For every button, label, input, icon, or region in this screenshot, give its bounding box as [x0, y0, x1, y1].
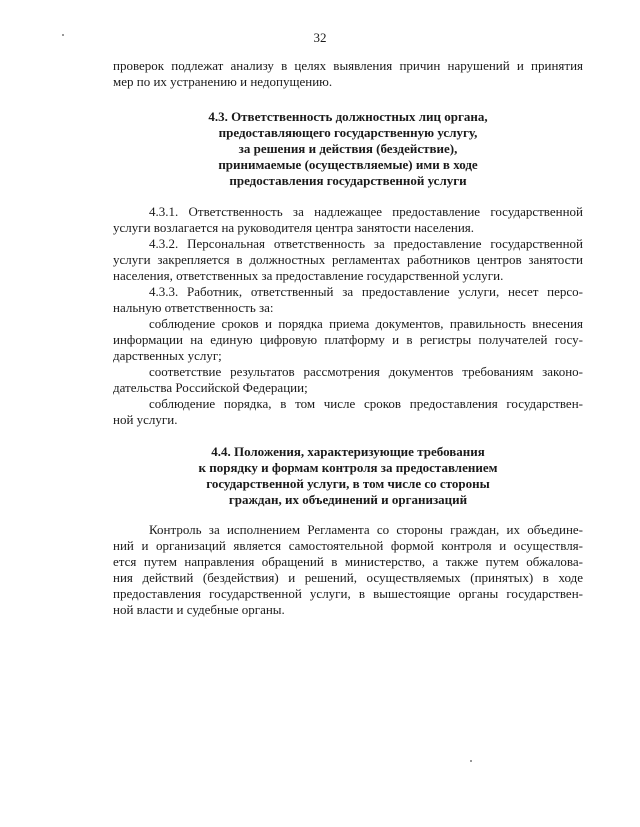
- page-number: 32: [313, 30, 327, 45]
- text-line: соблюдение порядка, в том числе сроков предоставления государствен-: [149, 396, 583, 411]
- heading-line: предоставления государственной услуги: [229, 173, 467, 188]
- text-line: нальную ответственность за:: [113, 300, 274, 315]
- list-item: [113, 316, 583, 364]
- text-line: Контроль за исполнением Регламента со стороны граждан, их объедине-: [149, 522, 583, 537]
- text-line: ется путем направления обращений в министерство, а также путем обжалова-: [113, 554, 583, 569]
- heading-line: к порядку и формам контроля за предоставлением: [198, 460, 498, 475]
- text-line: дательства Российской Федерации;: [113, 380, 308, 395]
- text-line: ной власти и судебные органы.: [113, 602, 285, 617]
- text-line: дарственных услуг;: [113, 348, 222, 363]
- paragraph-4-3-2: [113, 236, 583, 284]
- heading-line: принимаемые (осуществляемые) ими в ходе: [218, 157, 478, 172]
- section-heading-4-3: [113, 109, 583, 189]
- text-line: ния действий (бездействия) и решений, осуществляемых (принятых) в ходе: [113, 570, 583, 585]
- text-line: мер по их устранению и недопущению.: [113, 74, 333, 89]
- text-line: соблюдение сроков и порядка приема документов, правильность внесения: [149, 316, 583, 331]
- section-heading-4-4: [113, 444, 583, 508]
- text-line: 4.3.1. Ответственность за надлежащее предоставление государственной: [149, 204, 583, 219]
- heading-line: граждан, их объединений и организаций: [228, 492, 468, 507]
- heading-line: 4.3. Ответственность должностных лиц органа,: [208, 109, 488, 124]
- text-line: 4.3.2. Персональная ответственность за предоставление государственной: [149, 236, 583, 251]
- text-line: услуги закрепляется в должностных регламентах работников центров занятости: [113, 252, 583, 267]
- section-4-4-body: [113, 522, 583, 618]
- list-item: [113, 364, 583, 396]
- text-line: ной услуги.: [113, 412, 178, 427]
- text-line: ний и организаций является самостоятельной формой контроля и осуществля-: [113, 538, 583, 553]
- text-line: населения, ответственных за предоставление государственной услуги.: [113, 268, 504, 283]
- section-4-3-body: [113, 204, 583, 428]
- text-line: информации на единую цифровую платформу и в регистры получателей госу-: [113, 332, 583, 347]
- intro-paragraph: [113, 58, 583, 90]
- paragraph-4-3-1: [113, 204, 583, 236]
- paragraph-4-3-3: [113, 284, 583, 316]
- heading-line: за решения и действия (бездействие),: [238, 141, 458, 156]
- text-line: соответствие результатов рассмотрения документов требованиям законо-: [149, 364, 583, 379]
- text-line: предоставления государственной услуги, в вышестоящие органы государствен-: [113, 586, 583, 601]
- text-line: услуги возлагается на руководителя центра занятости населения.: [113, 220, 475, 235]
- heading-line: предоставляющего государственную услугу,: [218, 125, 478, 140]
- text-line: 4.3.3. Работник, ответственный за предоставление услуги, несет персо-: [149, 284, 583, 299]
- list-item: [113, 396, 583, 428]
- heading-line: 4.4. Положения, характеризующие требования: [211, 444, 485, 459]
- scan-speck: [470, 760, 472, 762]
- heading-line: государственной услуги, в том числе со стороны: [206, 476, 490, 491]
- text-line: проверок подлежат анализу в целях выявления причин нарушений и принятия: [113, 58, 583, 73]
